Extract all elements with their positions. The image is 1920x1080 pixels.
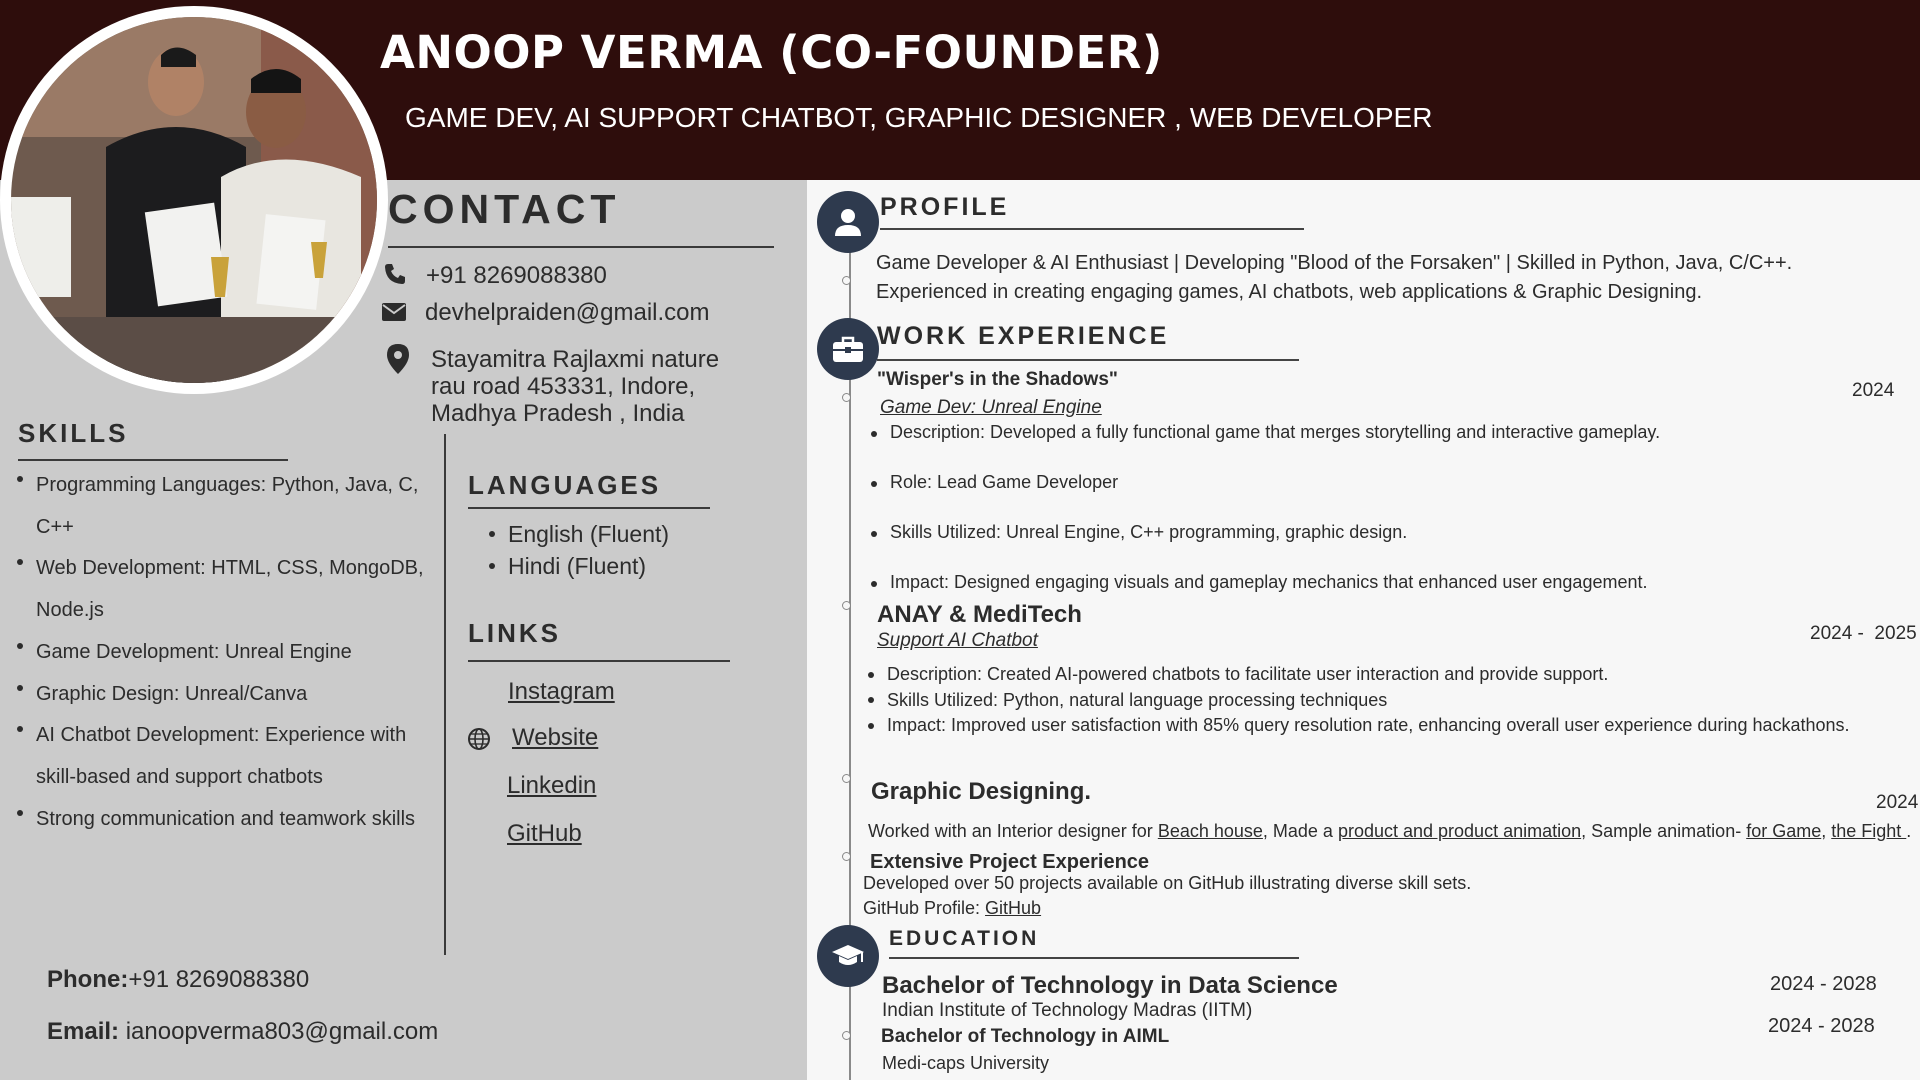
footer-email [47, 1018, 438, 1046]
graduation-cap-icon [817, 925, 879, 987]
languages-title: LANGUAGES [468, 470, 662, 500]
github-profile-link[interactable]: GitHub [985, 898, 1042, 918]
list-item: Impact: Designed engaging visuals and gameplay mechanics that enhanced user engagement. [862, 571, 1902, 593]
timeline-dot [842, 393, 851, 402]
contact-email[interactable]: devhelpraiden@gmail.com [425, 299, 710, 326]
briefcase-icon [817, 318, 879, 380]
list-item: English (Fluent) [480, 518, 669, 550]
job3-name: Graphic Designing. [871, 778, 1092, 805]
school2: Medi-caps University [882, 1053, 1050, 1073]
footer-email-value[interactable]: ianoopverma803@gmail.com [125, 1018, 439, 1045]
job4-name: Extensive Project Experience [870, 851, 1150, 873]
contact-rule [388, 246, 774, 248]
list-item: Hindi (Fluent) [480, 550, 669, 582]
job1-year: 2024 [1852, 380, 1895, 401]
years1: 2024 - 2028 [1770, 973, 1877, 995]
links-rule [468, 660, 730, 662]
list-item: Programming Languages: Python, Java, C, C++ [8, 465, 444, 548]
job3-year: 2024 [1876, 792, 1919, 813]
list-item: Description: Developed a fully functional game that merges storytelling and interactive gameplay. [862, 421, 1902, 443]
job1-name: "Wisper's in the Shadows" [877, 369, 1118, 390]
profile-text: Game Developer & AI Enthusiast | Developing "Blood of the Forsaken" | Skilled in Python, Java, C/C++. Experienced in creating engaging games, AI chatbots, web applications & Graphic Designing. [876, 252, 1793, 303]
list-item: Skills Utilized: Unreal Engine, C++ programming, graphic design. [862, 521, 1902, 543]
column-divider [444, 434, 446, 955]
education-rule [889, 957, 1299, 959]
footer-email-label: Email: [47, 1018, 120, 1045]
profile-title: PROFILE [880, 193, 1010, 221]
job4-text: Developed over 50 projects available on GitHub illustrating diverse skill sets. [863, 873, 1472, 893]
links-title: LINKS [468, 618, 561, 648]
years2: 2024 - 2028 [1768, 1015, 1875, 1037]
job1-bullets [862, 421, 1902, 593]
list-item: Skills Utilized: Python, natural language processing techniques [859, 688, 1906, 714]
list-item: Impact: Improved user satisfaction with 85% query resolution rate, enhancing overall user experience during hackathons. [859, 713, 1906, 739]
timeline-dot [842, 1031, 851, 1040]
list-item: Graphic Design: Unreal/Canva [8, 674, 444, 716]
footer-phone-value: +91 8269088380 [128, 966, 310, 993]
list-item: Description: Created AI-powered chatbots to facilitate user interaction and provide support. [859, 662, 1906, 688]
work-title: WORK EXPERIENCE [877, 322, 1170, 350]
profile-rule [880, 228, 1304, 230]
instagram-link[interactable]: Instagram [508, 678, 615, 705]
beach-house-link[interactable]: Beach house [1157, 821, 1263, 841]
education-title: EDUCATION [889, 927, 1040, 950]
person-icon [817, 191, 879, 253]
resume-tagline: GAME DEV, AI SUPPORT CHATBOT, GRAPHIC DESIGNER , WEB DEVELOPER [405, 102, 1433, 133]
resume-name: ANOOP VERMA (CO-FOUNDER) [380, 26, 1163, 79]
footer-phone [47, 966, 309, 994]
phone-icon [383, 262, 407, 291]
timeline-dot [842, 276, 851, 285]
product-animation-link[interactable]: product and product animation [1337, 821, 1582, 841]
degree2: Bachelor of Technology in AIML [881, 1026, 1170, 1047]
footer-phone-label: Phone: [47, 966, 129, 993]
list-item: Strong communication and teamwork skills [8, 799, 444, 841]
job2-bullets [859, 662, 1906, 739]
job3-text: Worked with an Interior designer for Beach house, Made a product and product animation, Sample animation- for Game, the Fight . [868, 821, 1912, 841]
work-rule [877, 359, 1299, 361]
skills-rule [18, 459, 288, 461]
job4-profile: GitHub Profile: GitHub [863, 898, 1042, 918]
website-link[interactable]: Website [512, 724, 599, 751]
github-link[interactable]: GitHub [507, 820, 582, 847]
profile-photo [0, 6, 388, 394]
globe-icon [467, 727, 491, 756]
list-item: Game Development: Unreal Engine [8, 632, 444, 674]
job2-year: 2024 - 2025 [1810, 623, 1917, 644]
languages-list [480, 518, 669, 582]
degree1: Bachelor of Technology in Data Science [882, 972, 1338, 999]
mail-icon [382, 303, 406, 326]
linkedin-link[interactable]: Linkedin [507, 772, 597, 799]
timeline-dot [842, 601, 851, 610]
location-pin-icon [387, 344, 409, 379]
list-item: Web Development: HTML, CSS, MongoDB, Node.js [8, 548, 444, 631]
list-item: Role: Lead Game Developer [862, 471, 1902, 493]
school1: Indian Institute of Technology Madras (IITM) [882, 1000, 1253, 1021]
job1-role-link[interactable]: Game Dev: Unreal Engine [880, 397, 1102, 418]
the-fight-link[interactable]: the Fight [1831, 821, 1907, 841]
skills-list [8, 465, 444, 840]
contact-address: Stayamitra Rajlaxmi nature rau road 453331, Indore, Madhya Pradesh , India [431, 346, 720, 427]
job2-role-link[interactable]: Support AI Chatbot [877, 630, 1038, 651]
contact-title: CONTACT [388, 186, 621, 232]
timeline-dot [842, 774, 851, 783]
for-game-link[interactable]: for Game [1746, 821, 1822, 841]
skills-title: SKILLS [18, 418, 129, 448]
languages-rule [468, 507, 710, 509]
timeline-dot [842, 852, 851, 861]
list-item: AI Chatbot Development: Experience with skill-based and support chatbots [8, 715, 444, 798]
contact-phone: +91 8269088380 [426, 262, 607, 289]
job2-name: ANAY & MediTech [877, 601, 1082, 628]
